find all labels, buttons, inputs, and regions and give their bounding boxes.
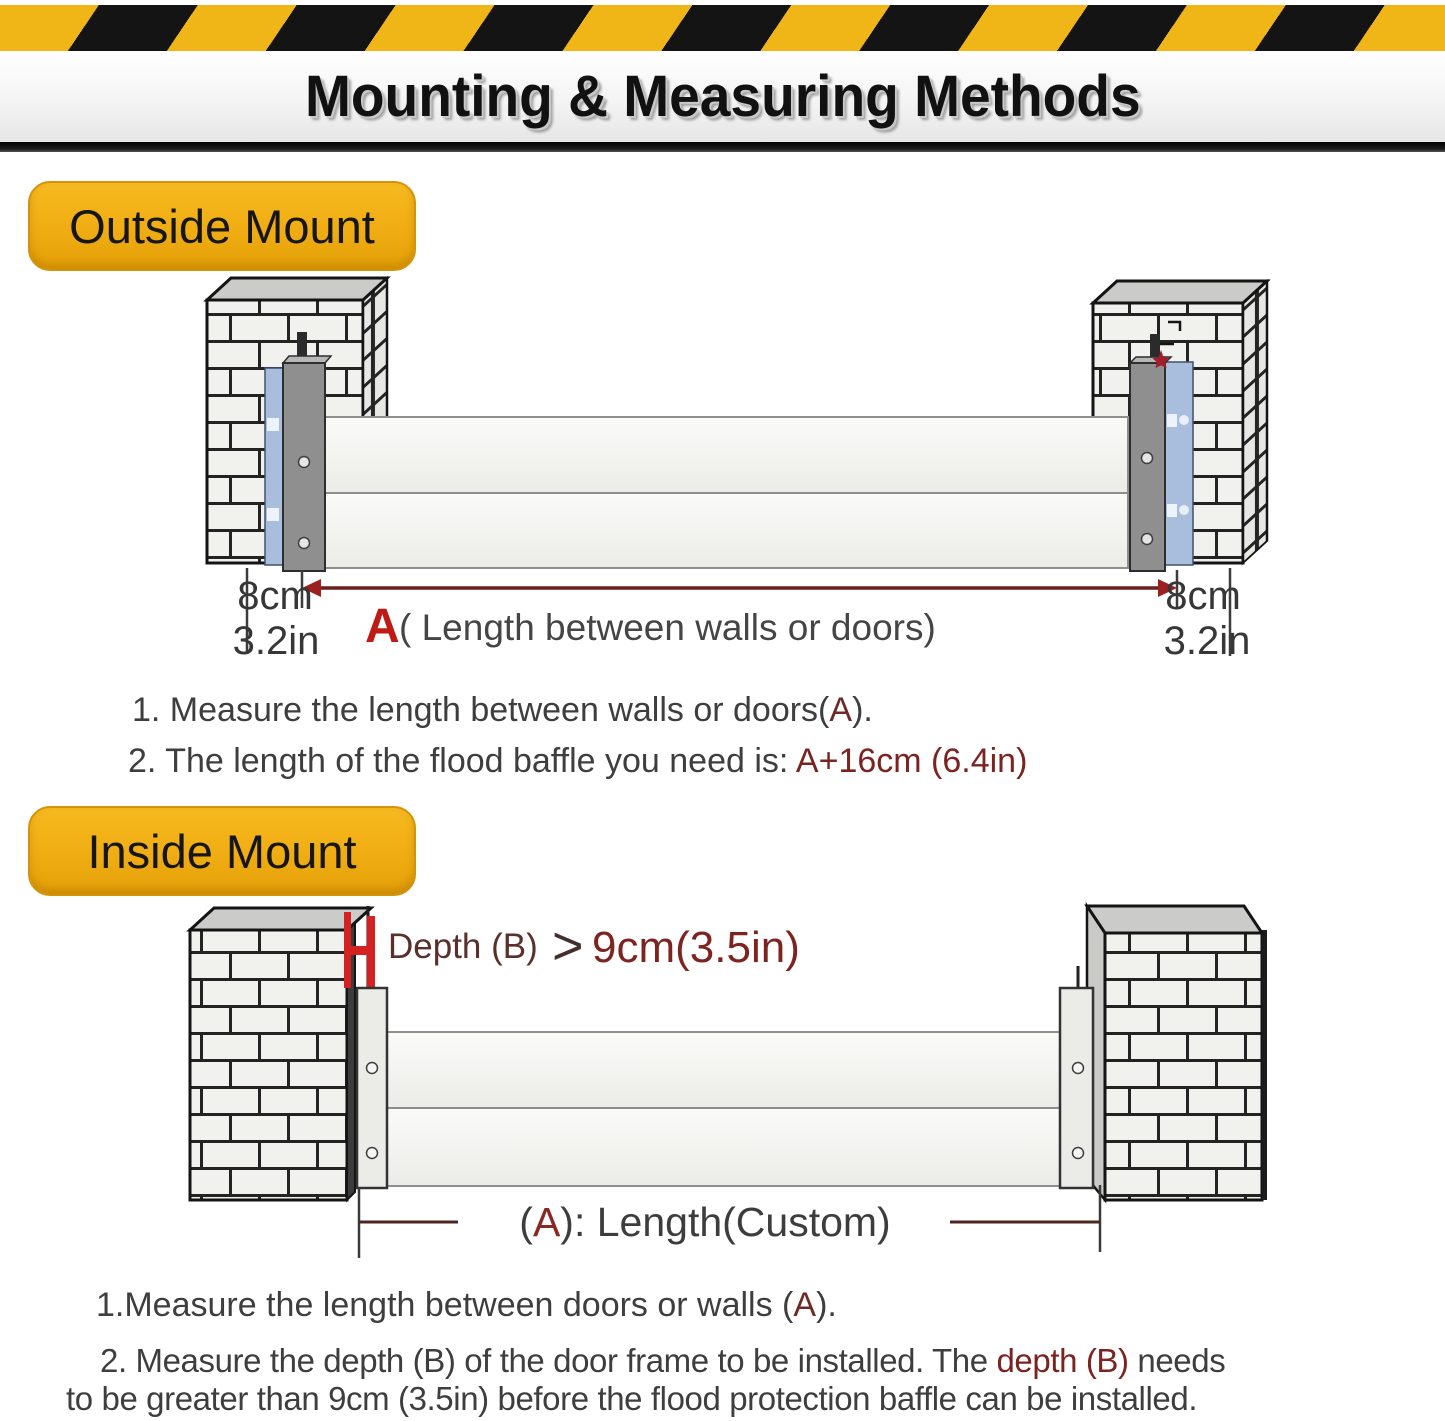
dim-right-in: 3.2in: [1163, 619, 1251, 663]
step-text: needs: [1128, 1342, 1226, 1379]
screw-hole: [299, 538, 310, 549]
right-mounting-channel: [1130, 334, 1193, 571]
inside-mount-badge-label: Inside Mount: [87, 824, 357, 878]
outside-step-1: [132, 693, 873, 729]
title-divider: [0, 142, 1445, 152]
barrier-panel-bottom: [387, 1108, 1060, 1186]
inside-right-wall: [1087, 906, 1267, 1200]
left-channel-bracket: [357, 988, 387, 1188]
step-text: 1. Measure the length between walls or doors(: [132, 691, 830, 729]
depth-label: [388, 916, 800, 976]
barrier-panel-top: [325, 417, 1128, 493]
inside-left-wall: [190, 908, 371, 1200]
step-text: 1.Measure the length between doors or walls (: [96, 1286, 794, 1324]
barrier-panel-bottom: [325, 493, 1128, 568]
outside-mount-diagram: [0, 262, 1445, 674]
screw-hole: [367, 1063, 378, 1074]
screw-hole: [1142, 453, 1153, 464]
dim-left-cm: 8cm: [237, 574, 313, 618]
page-title: Mounting & Measuring Methods: [304, 64, 1141, 129]
outside-mount-badge-label: Outside Mount: [69, 199, 375, 253]
outside-step-2: [128, 744, 1027, 780]
span-label-text: ( Length between walls or doors): [399, 607, 936, 648]
inside-step-2: [100, 1344, 1225, 1379]
depth-label-text: Depth (B): [388, 927, 538, 966]
span-label-letter: A: [365, 600, 400, 653]
step-text: ).: [816, 1286, 837, 1324]
step-text: 2. Measure the depth (B) of the door frame to be installed. The: [100, 1342, 997, 1379]
step-highlight: A+16cm (6.4in): [795, 742, 1028, 780]
left-mounting-channel: [265, 332, 331, 571]
dim-right-cm: 8cm: [1165, 574, 1241, 618]
inside-dimensions: [359, 1185, 1100, 1258]
dim-left-in: 3.2in: [232, 619, 320, 663]
flood-barrier: [325, 417, 1128, 568]
step-text: to be greater than 9cm (3.5in) before the flood protection baffle can be installed.: [66, 1380, 1198, 1417]
outside-dimensions: [233, 568, 1251, 663]
right-channel-bracket: [1060, 966, 1093, 1188]
depth-value: 9cm(3.5in): [592, 923, 800, 972]
barrier-panel-top: [387, 1032, 1060, 1108]
length-label: (A): Length(Custom): [519, 1199, 891, 1245]
hazard-stripe-banner: [0, 5, 1445, 51]
step-text: 2. The length of the flood baffle you need is:: [128, 742, 796, 780]
step-highlight: A: [829, 691, 853, 729]
screw-hole: [299, 457, 310, 468]
inside-mount-diagram: [0, 900, 1445, 1290]
screw-hole: [1073, 1148, 1084, 1159]
flood-barrier-inside: [387, 1032, 1060, 1186]
outside-mount-badge: [28, 181, 416, 271]
screw-hole: [367, 1148, 378, 1159]
greater-than-symbol: >: [552, 916, 584, 976]
inside-step-1: [96, 1288, 837, 1324]
screw-hole: [1142, 534, 1153, 545]
inside-step-2-line2: [66, 1382, 1197, 1417]
step-highlight: depth (B): [996, 1342, 1129, 1379]
step-text: ).: [852, 691, 873, 729]
step-highlight: A: [793, 1286, 817, 1324]
screw-hole: [1073, 1063, 1084, 1074]
title-band: [0, 51, 1445, 142]
inside-mount-badge: [28, 806, 416, 896]
